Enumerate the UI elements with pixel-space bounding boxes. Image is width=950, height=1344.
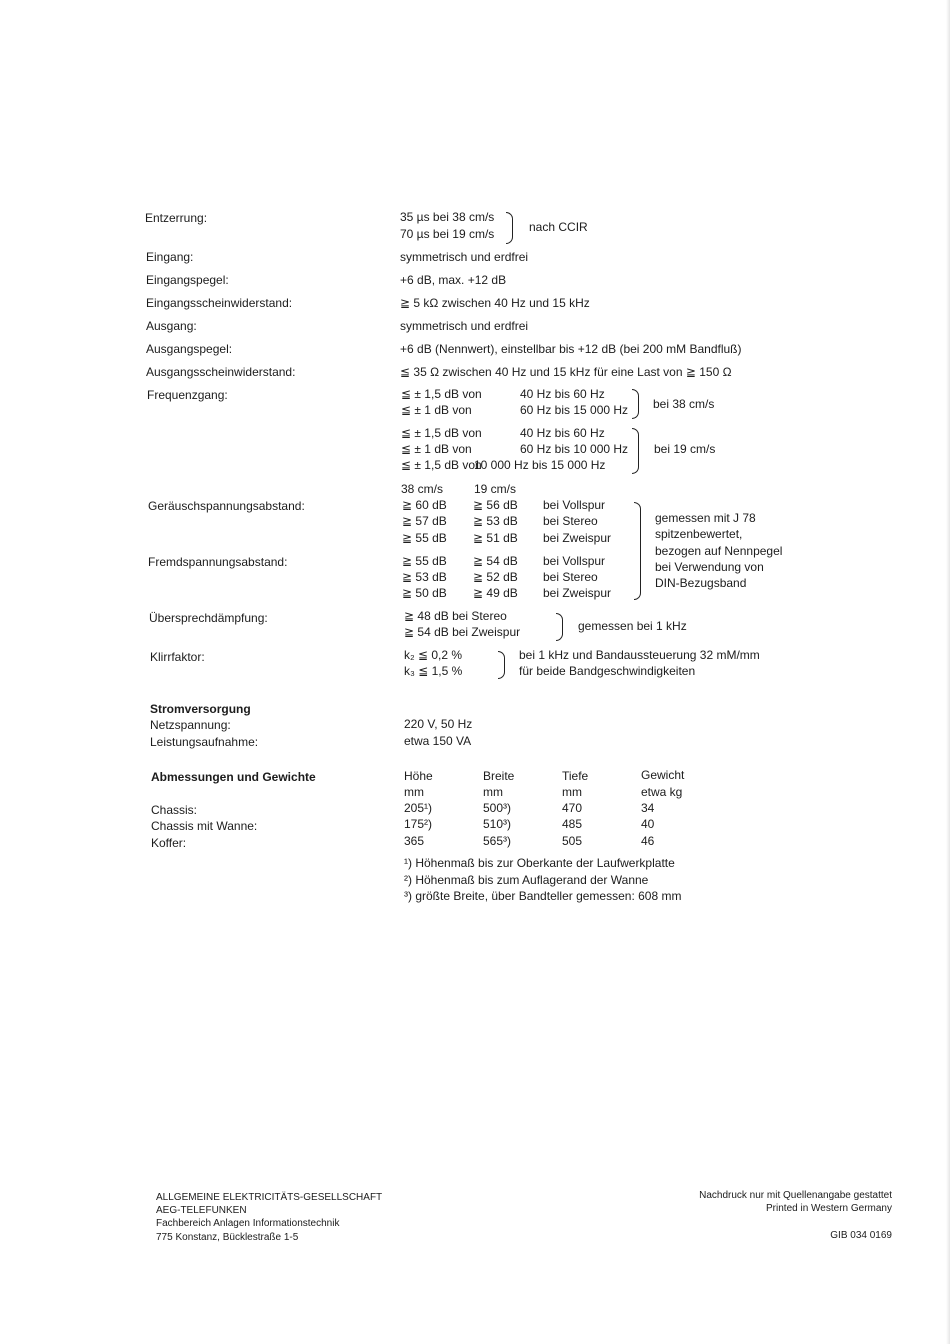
dim-row-h: 365 — [404, 834, 425, 848]
netzspannung-value: 220 V, 50 Hz — [404, 717, 473, 731]
eingangspegel-label: Eingangspegel: — [146, 273, 229, 287]
uebersprech-label: Übersprechdämpfung: — [149, 611, 268, 625]
fremd-c-2: bei Stereo — [543, 570, 598, 584]
dim-row-label: Chassis mit Wanne: — [151, 819, 258, 833]
col-header-tiefe: Tiefe — [562, 769, 589, 783]
speed-38-header: 38 cm/s — [401, 482, 444, 496]
eingangsscheinwiderstand-value: ≧ 5 kΩ zwischen 40 Hz und 15 kHz — [400, 296, 590, 310]
geraeusch-a-1: ≧ 60 dB — [402, 498, 447, 512]
col-unit-hoehe: mm — [404, 785, 424, 799]
fremd-b-1: ≧ 54 dB — [473, 554, 518, 568]
footer-printed-in: Printed in Western Germany — [766, 1203, 892, 1214]
klirr-note-1: bei 1 kHz und Bandaussteuerung 32 mM/mm — [519, 648, 760, 662]
dim-row-b: 565³) — [483, 834, 512, 848]
freq19-range-1: 40 Hz bis 60 Hz — [520, 426, 605, 440]
eingang-value: symmetrisch und erdfrei — [400, 250, 529, 264]
frequenzgang-label: Frequenzgang: — [147, 388, 228, 402]
dim-row-h: 175²) — [404, 817, 433, 831]
uebersprech-line-1: ≧ 48 dB bei Stereo — [404, 609, 507, 623]
geraeusch-b-3: ≧ 51 dB — [473, 531, 518, 545]
fremd-a-2: ≧ 53 dB — [402, 570, 447, 584]
freq19-note: bei 19 cm/s — [654, 442, 716, 456]
dim-row-g: 46 — [641, 834, 655, 848]
geraeusch-a-2: ≧ 57 dB — [402, 514, 447, 528]
entzerrung-brace — [506, 212, 513, 244]
dim-row-b: 500³) — [483, 801, 512, 815]
uebersprech-line-2: ≧ 54 dB bei Zweispur — [404, 625, 521, 639]
freq19-tol-2: ≦ ± 1 dB von — [401, 442, 472, 456]
fremd-c-3: bei Zweispur — [543, 586, 612, 600]
freq19-range-3: 10 000 Hz bis 15 000 Hz — [474, 458, 606, 472]
freq38-tol-1: ≦ ± 1,5 dB von — [401, 387, 482, 401]
fremd-a-1: ≧ 55 dB — [402, 554, 447, 568]
dim-row-g: 40 — [641, 817, 655, 831]
entzerrung-label: Entzerrung: — [145, 211, 208, 225]
geraeusch-c-2: bei Stereo — [543, 514, 598, 528]
footer-division: Fachbereich Anlagen Informationstechnik — [156, 1218, 340, 1229]
ausgang-value: symmetrisch und erdfrei — [400, 319, 529, 333]
klirr-brace — [498, 651, 505, 679]
dim-row-label: Koffer: — [151, 836, 187, 850]
uebersprech-note: gemessen bei 1 kHz — [578, 619, 687, 633]
klirr-k3: k₃ ≦ 1,5 % — [404, 664, 463, 678]
klirr-label: Klirrfaktor: — [150, 650, 205, 664]
geraeusch-b-2: ≧ 53 dB — [473, 514, 518, 528]
eingang-label: Eingang: — [146, 250, 194, 264]
fremd-label: Fremdspannungsabstand: — [148, 555, 288, 569]
footer-document-code: GIB 034 0169 — [830, 1230, 892, 1241]
fremd-b-2: ≧ 52 dB — [473, 570, 518, 584]
eingangspegel-value: +6 dB, max. +12 dB — [400, 273, 507, 287]
dim-row-h: 205¹) — [404, 801, 433, 815]
geraeusch-a-3: ≧ 55 dB — [402, 531, 447, 545]
col-header-gewicht: Gewicht — [641, 768, 685, 782]
footnote-3: ³) größte Breite, über Bandteller gemessen: 608 mm — [404, 889, 682, 903]
dim-row-t: 505 — [562, 834, 583, 848]
geraeusch-c-3: bei Zweispur — [543, 531, 612, 545]
dim-row-label: Chassis: — [151, 803, 198, 817]
dim-row-g: 34 — [641, 801, 655, 815]
col-header-breite: Breite — [483, 769, 515, 783]
noise-note-1: gemessen mit J 78 — [655, 511, 756, 525]
entzerrung-line-2: 70 µs bei 19 cm/s — [400, 227, 495, 241]
freq19-tol-3: ≦ ± 1,5 dB von — [401, 458, 482, 472]
geraeusch-c-1: bei Vollspur — [543, 498, 606, 512]
fremd-a-3: ≧ 50 dB — [402, 586, 447, 600]
page-edge-shadow — [946, 0, 950, 1344]
abmessungen-heading: Abmessungen und Gewichte — [151, 770, 316, 784]
leistungsaufnahme-label: Leistungsaufnahme: — [150, 735, 259, 749]
freq19-brace — [632, 428, 639, 474]
entzerrung-line-1: 35 µs bei 38 cm/s — [400, 210, 495, 224]
stromversorgung-heading: Stromversorgung — [150, 702, 251, 716]
noise-note-2: spitzenbewertet, — [655, 527, 743, 541]
fremd-b-3: ≧ 49 dB — [473, 586, 518, 600]
footer-brand: AEG-TELEFUNKEN — [156, 1205, 247, 1216]
col-header-hoehe: Höhe — [404, 769, 433, 783]
footer-address: 775 Konstanz, Bücklestraße 1-5 — [156, 1232, 299, 1243]
noise-note-3: bezogen auf Nennpegel — [655, 544, 783, 558]
freq38-range-2: 60 Hz bis 15 000 Hz — [520, 403, 629, 417]
geraeusch-b-1: ≧ 56 dB — [473, 498, 518, 512]
noise-note-5: DIN-Bezugsband — [655, 576, 747, 590]
footnote-1: ¹) Höhenmaß bis zur Oberkante der Laufwerkplatte — [404, 856, 675, 870]
ausgangspegel-label: Ausgangspegel: — [146, 342, 233, 356]
dim-row-b: 510³) — [483, 817, 512, 831]
noise-note-4: bei Verwendung von — [655, 560, 764, 574]
freq38-brace — [632, 389, 639, 419]
klirr-note-2: für beide Bandgeschwindigkeiten — [519, 664, 696, 678]
freq19-range-2: 60 Hz bis 10 000 Hz — [520, 442, 629, 456]
netzspannung-label: Netzspannung: — [150, 718, 231, 732]
leistungsaufnahme-value: etwa 150 VA — [404, 734, 472, 748]
freq38-tol-2: ≦ ± 1 dB von — [401, 403, 472, 417]
footer-company: ALLGEMEINE ELEKTRICITÄTS-GESELLSCHAFT — [156, 1192, 383, 1203]
klirr-k2: k₂ ≦ 0,2 % — [404, 648, 463, 662]
dim-row-t: 485 — [562, 817, 583, 831]
freq19-tol-1: ≦ ± 1,5 dB von — [401, 426, 482, 440]
geraeusch-label: Geräuschspannungsabstand: — [148, 499, 305, 513]
freq38-range-1: 40 Hz bis 60 Hz — [520, 387, 605, 401]
col-unit-tiefe: mm — [562, 785, 582, 799]
ausgangsscheinwiderstand-value: ≦ 35 Ω zwischen 40 Hz und 15 kHz für eine Last von ≧ 150 Ω — [400, 365, 732, 379]
ausgangspegel-value: +6 dB (Nennwert), einstellbar bis +12 dB (bei 200 mM Bandfluß) — [400, 342, 742, 356]
col-unit-gewicht: etwa kg — [641, 785, 683, 799]
entzerrung-note: nach CCIR — [529, 220, 588, 234]
eingangsscheinwiderstand-label: Eingangsscheinwiderstand: — [146, 296, 293, 310]
footer-reprint-note: Nachdruck nur mit Quellenangabe gestattet — [699, 1190, 892, 1201]
col-unit-breite: mm — [483, 785, 503, 799]
dim-row-t: 470 — [562, 801, 583, 815]
freq38-note: bei 38 cm/s — [653, 397, 715, 411]
noise-brace — [634, 502, 641, 600]
ausgangsscheinwiderstand-label: Ausgangsscheinwiderstand: — [146, 365, 296, 379]
uebersprech-brace — [556, 613, 563, 641]
fremd-c-1: bei Vollspur — [543, 554, 606, 568]
footnote-2: ²) Höhenmaß bis zum Auflagerand der Wanne — [404, 873, 649, 887]
ausgang-label: Ausgang: — [146, 319, 197, 333]
speed-19-header: 19 cm/s — [474, 482, 517, 496]
